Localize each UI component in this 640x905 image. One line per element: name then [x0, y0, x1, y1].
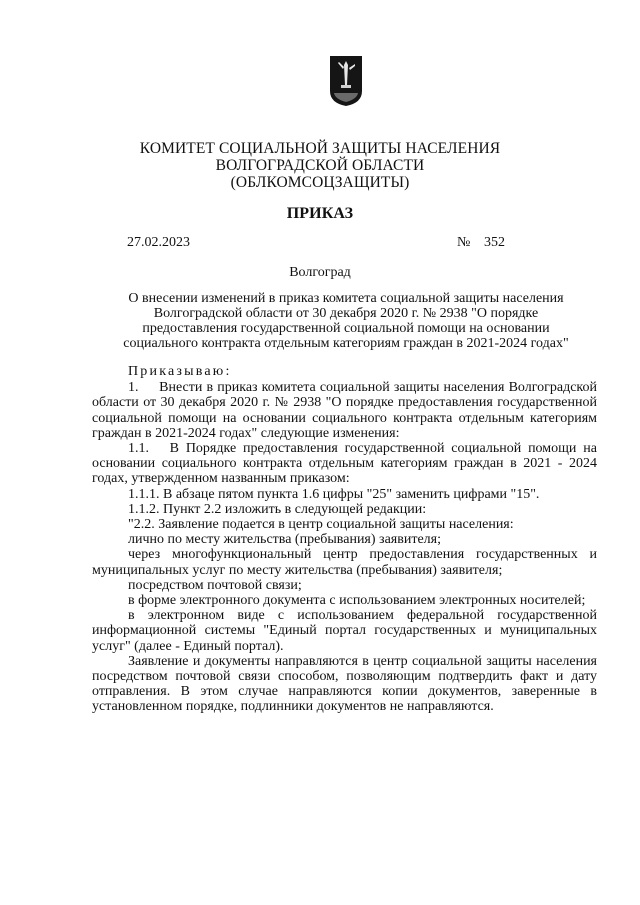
organization-name [0, 140, 640, 191]
document-body [92, 364, 601, 715]
document-number: 352 [484, 235, 505, 250]
org-line: (ОБЛКОМСОЦЗАЩИТЫ) [230, 174, 410, 191]
paragraph: Заявление и документы направляются в центр социальной защиты населения посредством почтовой связи способом, позволяющим подтвердить факт и дату отправления. В этом случае направляются копии документов, заверенные в установленном порядке, подлинники документов не направляются. [92, 653, 601, 715]
subject-line: социального контракта отдельным категориям граждан в 2021-2024 годах" [123, 336, 569, 351]
subject-line: О внесении изменений в приказ комитета социальной защиты населения [128, 291, 564, 306]
document-date: 27.02.2023 [127, 235, 190, 250]
paragraph: в электронном виде с использованием федеральной государственной информационной системы "Единый портал государственных и муниципальных услуг" (далее - Единый портал). [92, 608, 601, 654]
subject-line: Волгоградской области от 30 декабря 2020 г. № 2938 "О порядке [153, 306, 539, 321]
paragraph: в форме электронного документа с использованием электронных носителей; [128, 593, 586, 609]
paragraph: 1. Внести в приказ комитета социальной защиты населения Волгоградской области от 30 декабря 2020 г. № 2938 "О порядке предоставления государственной социальной помощи на основании социального контракта отдельным категориям граждан в 2021-2024 годах" следующие изменения: [92, 380, 601, 441]
document-subject [96, 291, 596, 351]
paragraph: посредством почтовой связи; [128, 577, 302, 593]
paragraph: "2.2. Заявление подается в центр социальной защиты населения: [128, 517, 514, 533]
order-intro: Приказываю: [128, 364, 232, 379]
paragraph: 1.1. В Порядке предоставления государственной социальной помощи на основании социального контракта отдельным категориям граждан в 2021 - 2024 годах, утвержденном названным приказом: [92, 441, 601, 487]
document-title: ПРИКАЗ [286, 205, 354, 222]
number-label: № [457, 235, 471, 250]
paragraph: 1.1.1. В абзаце пятом пункта 1.6 цифры "25" заменить цифрами "15". [128, 486, 540, 502]
paragraph: лично по месту жительства (пребывания) заявителя; [128, 532, 441, 548]
paragraph: через многофункциональный центр предоставления государственных и муниципальных услуг по месту жительства (пребывания) заявителя; [92, 547, 601, 578]
paragraph: 1.1.2. Пункт 2.2 изложить в следующей редакции: [128, 501, 427, 517]
subject-line: предоставления государственной социальной помощи на основании [142, 321, 550, 336]
org-line: ВОЛГОГРАДСКОЙ ОБЛАСТИ [215, 157, 425, 174]
city: Волгоград [289, 265, 351, 280]
coat-of-arms-icon [329, 55, 363, 107]
org-line: КОМИТЕТ СОЦИАЛЬНОЙ ЗАЩИТЫ НАСЕЛЕНИЯ [139, 140, 501, 157]
